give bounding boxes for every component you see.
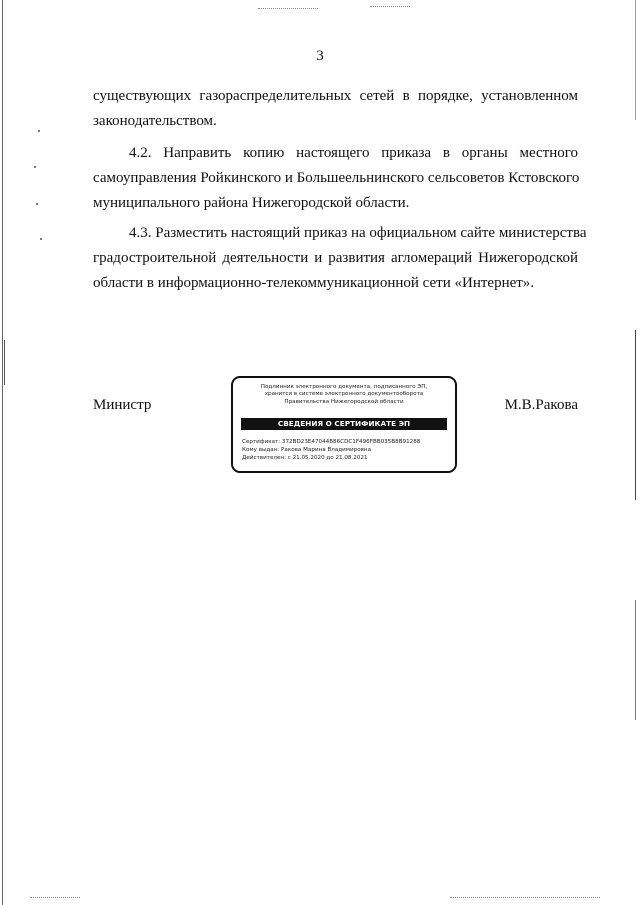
stamp-title: СВЕДЕНИЯ О СЕРТИФИКАТЕ ЭП (241, 418, 447, 430)
paragraph-line: существующих газораспределительных сетей в порядке, установленном (93, 88, 578, 104)
signer-role: Министр (93, 397, 152, 413)
scan-mark-left (4, 340, 5, 385)
scan-noise-bottom-left (30, 897, 80, 899)
scan-noise-top (258, 8, 318, 10)
scan-speck (34, 166, 36, 168)
scan-noise-bottom-right (450, 897, 600, 899)
paragraph-item-4-2 (93, 141, 578, 216)
paragraph-line: законодательством. (93, 113, 217, 129)
stamp-notice-line: Подлинник электронного документа, подписанного ЭП, (260, 384, 428, 390)
stamp-certificate-number: Сертификат: 372BD23E47044B86CDC1F496FBB035B8B91288 (242, 439, 421, 445)
scan-edge-right-mid (635, 330, 636, 500)
electronic-signature-stamp (231, 376, 457, 473)
stamp-issued-to: Кому выдан: Ракова Марина Владимировна (242, 447, 371, 453)
paragraph-line: 4.3. Разместить настоящий приказ на официальном сайте министерства (129, 225, 587, 241)
stamp-details (242, 438, 420, 462)
stamp-validity: Действителен: с 21.05.2020 до 21.08.2021 (242, 455, 368, 461)
scan-speck (40, 238, 42, 240)
scan-edge-left (2, 0, 3, 905)
paragraph-item-4-3 (93, 221, 587, 296)
paragraph-line: 4.2. Направить копию настоящего приказа в органы местного (129, 145, 578, 161)
paragraph-line: градостроительной деятельности и развития агломераций Нижегородской (93, 250, 578, 266)
stamp-notice-line: хранится в системе электронного документооборота (264, 391, 424, 398)
stamp-notice-line: Правительства Нижегородской области (284, 398, 404, 405)
scan-noise-top-right (370, 6, 410, 8)
scan-speck (36, 203, 38, 205)
stamp-notice (233, 384, 455, 406)
paragraph-line: муниципального района Нижегородской области. (93, 195, 410, 211)
signer-name: М.В.Ракова (504, 397, 578, 413)
paragraph-line: самоуправления Ройкинского и Большеельнинского сельсоветов Кстовского (93, 170, 580, 186)
scan-speck (38, 130, 40, 132)
page-number: 3 (316, 48, 324, 64)
paragraph-line: области в информационно-телекоммуникационной сети «Интернет». (93, 275, 535, 291)
scan-edge-right-low (635, 600, 636, 720)
paragraph-network-clause (93, 84, 578, 134)
